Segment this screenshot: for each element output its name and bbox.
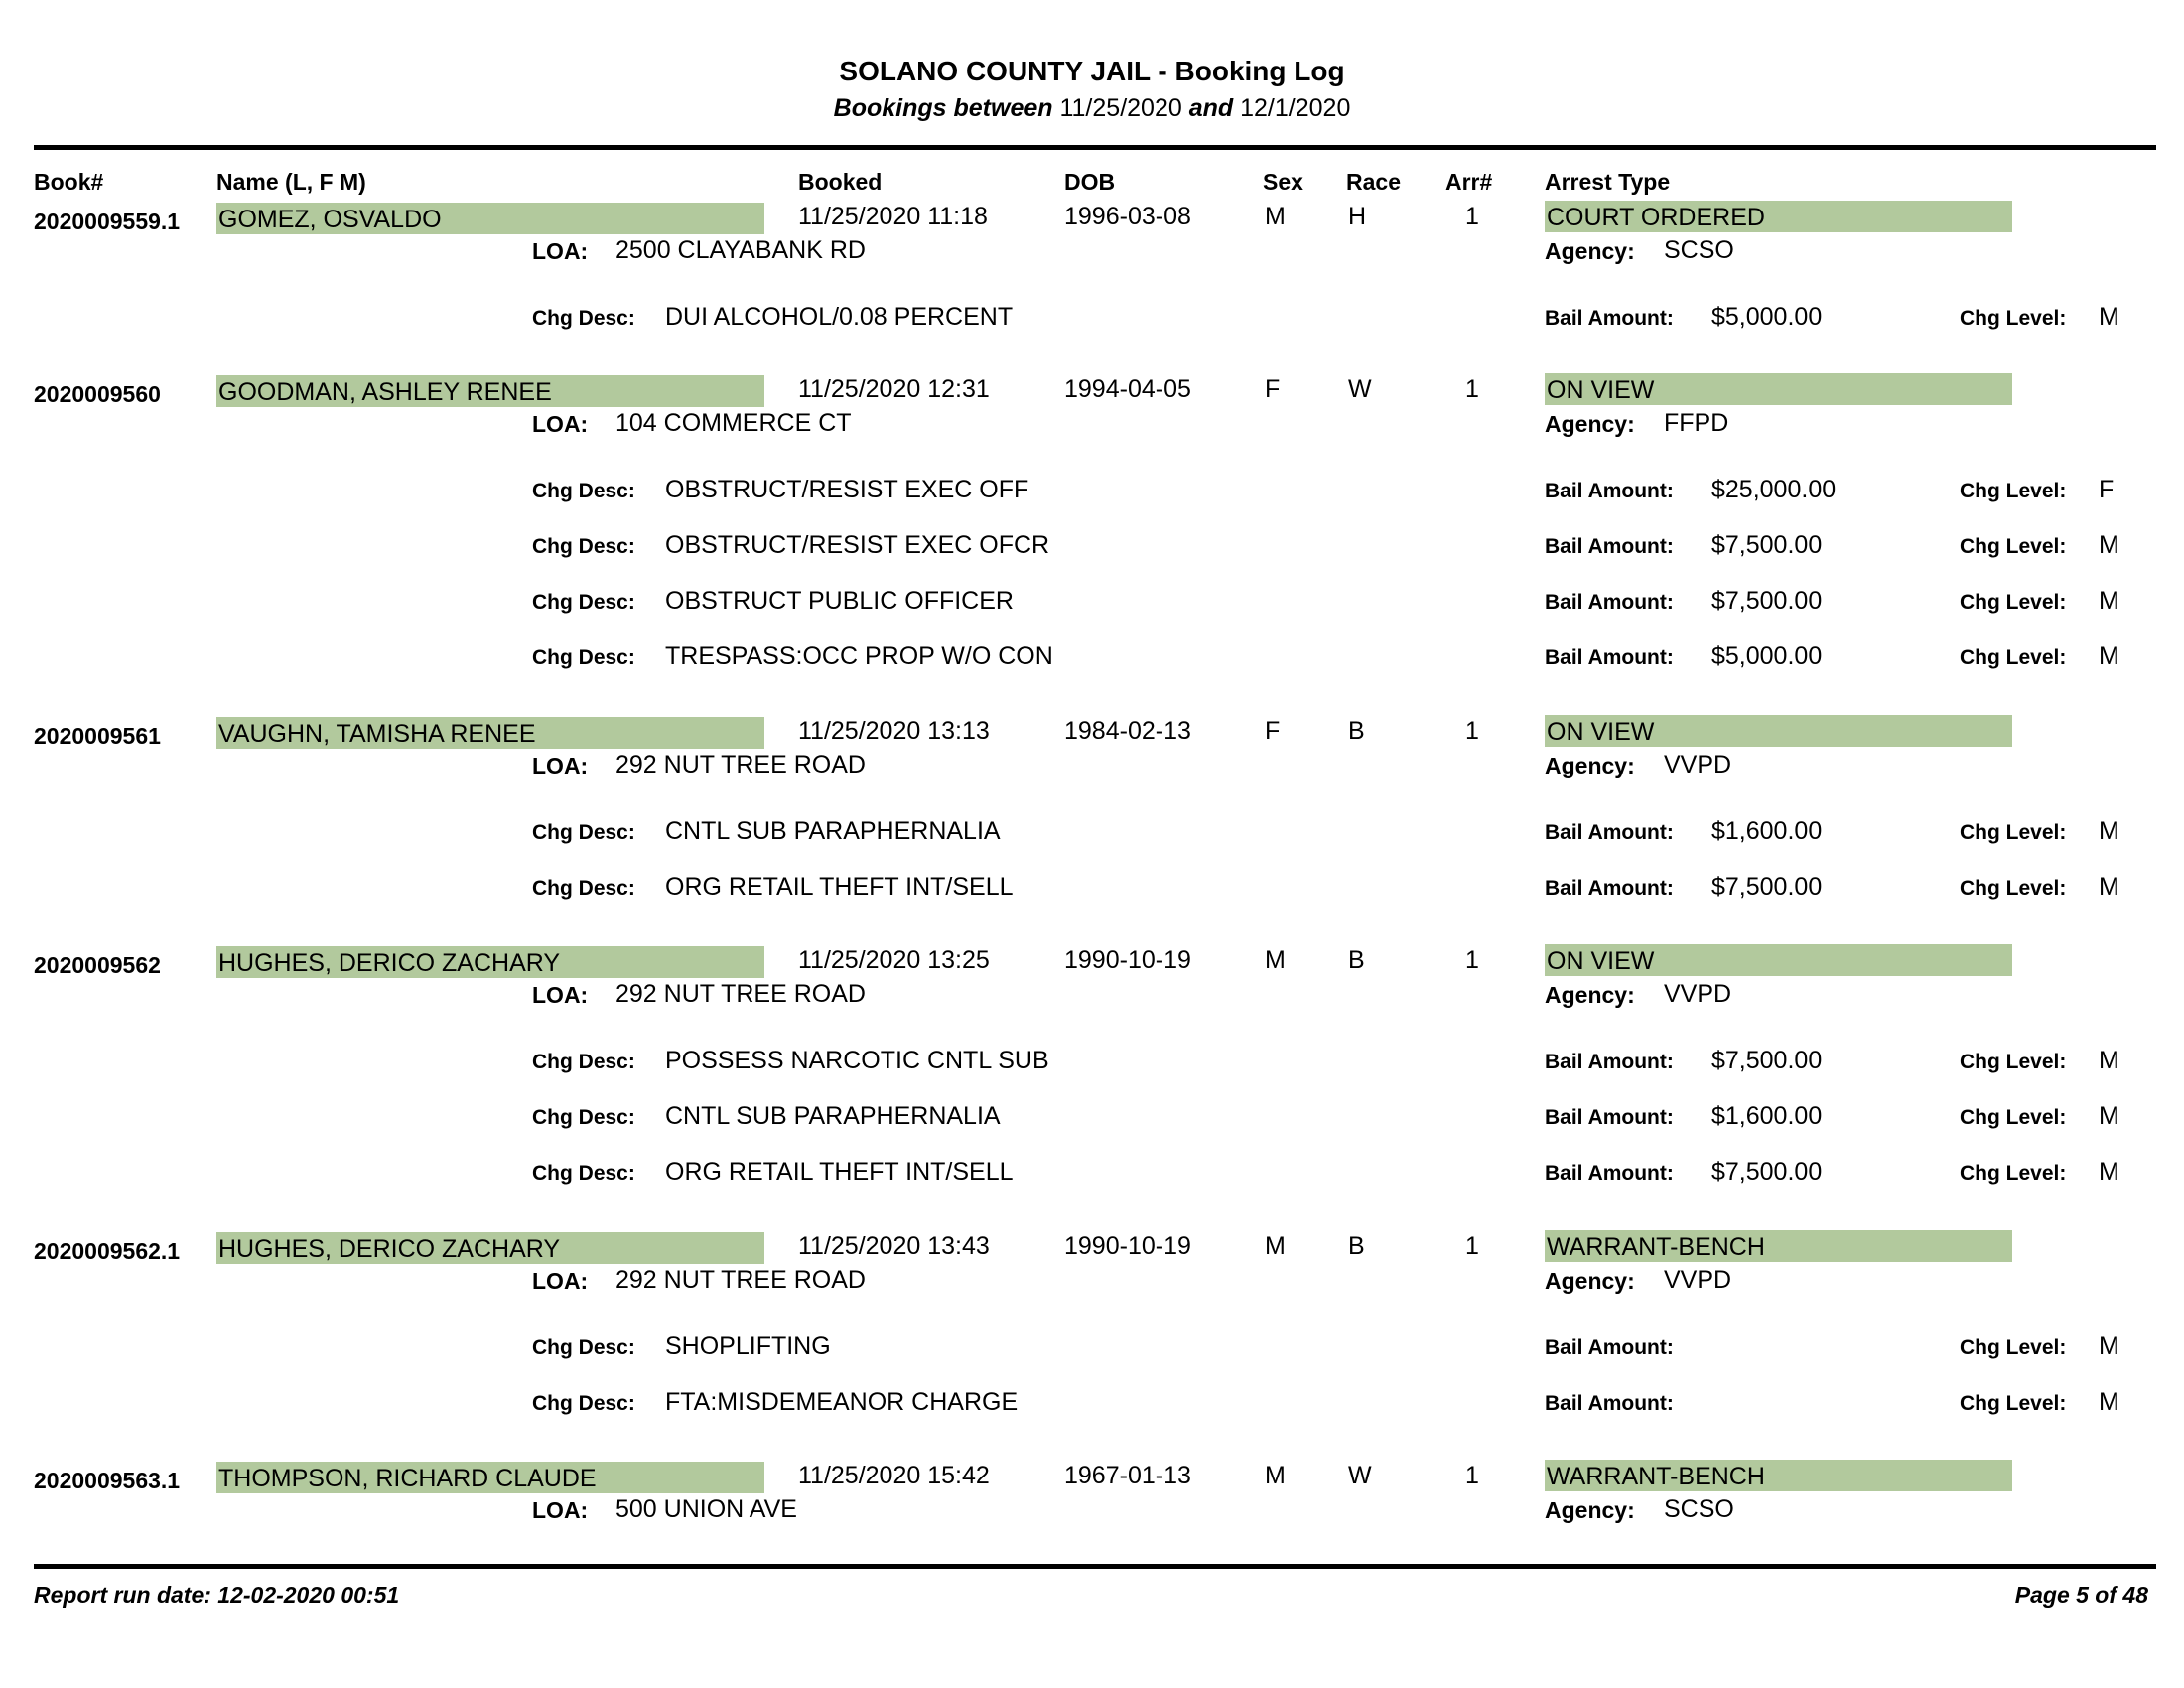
- inmate-name: HUGHES, DERICO ZACHARY: [218, 1235, 561, 1263]
- charge-level-value: M: [2099, 1333, 2119, 1360]
- col-header-dob: DOB: [1064, 169, 1116, 195]
- chg-desc-label: Chg Desc:: [532, 646, 635, 669]
- charge-description: FTA:MISDEMEANOR CHARGE: [665, 1388, 1019, 1416]
- bail-amount-value: $7,500.00: [1711, 531, 1823, 559]
- sex-value: F: [1265, 717, 1281, 745]
- chg-desc-label: Chg Desc:: [532, 821, 635, 844]
- arrest-type: WARRANT-BENCH: [1547, 1233, 1765, 1261]
- charge-level-value: M: [2099, 531, 2119, 559]
- race-value: H: [1348, 203, 1367, 230]
- arrest-type-highlight: [1545, 1460, 2012, 1491]
- bail-amount-label: Bail Amount:: [1545, 1336, 1674, 1359]
- top-divider: [34, 145, 2156, 150]
- arrest-type: COURT ORDERED: [1547, 204, 1765, 231]
- charge-description: POSSESS NARCOTIC CNTL SUB: [665, 1047, 1049, 1074]
- loa-value: 104 COMMERCE CT: [615, 409, 852, 437]
- subtitle-and: and: [1188, 94, 1234, 122]
- chg-level-label: Chg Level:: [1960, 646, 2067, 669]
- loa-value: 292 NUT TREE ROAD: [615, 980, 866, 1008]
- booking-number: 2020009562: [34, 952, 161, 978]
- bail-amount-label: Bail Amount:: [1545, 821, 1674, 844]
- booking-number: 2020009562.1: [34, 1238, 181, 1264]
- arrest-number: 1: [1465, 1462, 1479, 1489]
- bail-amount-value: $5,000.00: [1711, 303, 1823, 331]
- chg-desc-label: Chg Desc:: [532, 1051, 635, 1073]
- booking-number: 2020009561: [34, 723, 161, 749]
- agency-label: Agency:: [1545, 1268, 1635, 1294]
- subtitle-prefix: Bookings between: [833, 94, 1053, 122]
- inmate-name-highlight: [216, 1232, 764, 1264]
- col-header-arrest-type: Arrest Type: [1545, 169, 1671, 195]
- sex-value: M: [1265, 203, 1286, 230]
- charge-description: DUI ALCOHOL/0.08 PERCENT: [665, 303, 1014, 331]
- chg-level-label: Chg Level:: [1960, 307, 2067, 330]
- charge-description: ORG RETAIL THEFT INT/SELL: [665, 1158, 1014, 1186]
- col-header-book: Book#: [34, 169, 104, 195]
- chg-desc-label: Chg Desc:: [532, 480, 635, 502]
- inmate-name-highlight: [216, 717, 764, 749]
- col-header-booked: Booked: [798, 169, 883, 195]
- col-header-race: Race: [1346, 169, 1401, 195]
- bail-amount-label: Bail Amount:: [1545, 1106, 1674, 1129]
- date-of-birth: 1996-03-08: [1064, 203, 1191, 230]
- bail-amount-value: $7,500.00: [1711, 587, 1823, 615]
- chg-level-label: Chg Level:: [1960, 1392, 2067, 1415]
- bail-amount-label: Bail Amount:: [1545, 646, 1674, 669]
- charge-description: OBSTRUCT PUBLIC OFFICER: [665, 587, 1014, 615]
- booking-number: 2020009560: [34, 381, 161, 407]
- chg-desc-label: Chg Desc:: [532, 1392, 635, 1415]
- chg-level-label: Chg Level:: [1960, 591, 2067, 614]
- charge-description: CNTL SUB PARAPHERNALIA: [665, 1102, 1001, 1130]
- arrest-type: ON VIEW: [1547, 718, 1655, 746]
- chg-desc-label: Chg Desc:: [532, 1336, 635, 1359]
- bail-amount-label: Bail Amount:: [1545, 307, 1674, 330]
- charge-description: OBSTRUCT/RESIST EXEC OFCR: [665, 531, 1050, 559]
- charge-level-value: M: [2099, 587, 2119, 615]
- chg-level-label: Chg Level:: [1960, 480, 2067, 502]
- charge-description: SHOPLIFTING: [665, 1333, 831, 1360]
- date-of-birth: 1967-01-13: [1064, 1462, 1191, 1489]
- loa-value: 292 NUT TREE ROAD: [615, 751, 866, 778]
- arrest-type: ON VIEW: [1547, 376, 1655, 404]
- booked-datetime: 11/25/2020 13:43: [798, 1232, 990, 1260]
- arrest-number: 1: [1465, 1232, 1479, 1260]
- sex-value: M: [1265, 946, 1286, 974]
- loa-label: LOA:: [532, 1268, 589, 1294]
- booked-datetime: 11/25/2020 15:42: [798, 1462, 990, 1489]
- page-number: Page 5 of 48: [2014, 1582, 2148, 1608]
- inmate-name: THOMPSON, RICHARD CLAUDE: [218, 1465, 597, 1492]
- arrest-type-highlight: [1545, 373, 2012, 405]
- date-from: 11/25/2020: [1059, 94, 1182, 122]
- race-value: B: [1348, 946, 1365, 974]
- col-header-name: Name (L, F M): [216, 169, 366, 195]
- inmate-name: GOMEZ, OSVALDO: [218, 206, 442, 233]
- sex-value: M: [1265, 1232, 1286, 1260]
- charge-description: ORG RETAIL THEFT INT/SELL: [665, 873, 1014, 901]
- race-value: B: [1348, 717, 1365, 745]
- charge-level-value: M: [2099, 817, 2119, 845]
- report-title: SOLANO COUNTY JAIL - Booking Log: [839, 56, 1345, 86]
- charge-description: CNTL SUB PARAPHERNALIA: [665, 817, 1001, 845]
- chg-level-label: Chg Level:: [1960, 1162, 2067, 1185]
- inmate-name-highlight: [216, 1462, 764, 1493]
- loa-value: 2500 CLAYABANK RD: [615, 236, 866, 264]
- chg-level-label: Chg Level:: [1960, 821, 2067, 844]
- booked-datetime: 11/25/2020 11:18: [798, 203, 988, 230]
- bail-amount-label: Bail Amount:: [1545, 591, 1674, 614]
- loa-label: LOA:: [532, 238, 589, 264]
- agency-value: VVPD: [1664, 751, 1732, 778]
- bail-amount-label: Bail Amount:: [1545, 1392, 1674, 1415]
- date-of-birth: 1990-10-19: [1064, 1232, 1191, 1260]
- bail-amount-label: Bail Amount:: [1545, 1051, 1674, 1073]
- loa-label: LOA:: [532, 982, 589, 1008]
- inmate-name-highlight: [216, 375, 764, 407]
- charge-level-value: M: [2099, 303, 2119, 331]
- agency-label: Agency:: [1545, 411, 1635, 437]
- agency-value: FFPD: [1664, 409, 1729, 437]
- chg-desc-label: Chg Desc:: [532, 591, 635, 614]
- arrest-number: 1: [1465, 203, 1479, 230]
- chg-level-label: Chg Level:: [1960, 1106, 2067, 1129]
- inmate-name: VAUGHN, TAMISHA RENEE: [218, 720, 536, 748]
- chg-desc-label: Chg Desc:: [532, 1106, 635, 1129]
- bail-amount-label: Bail Amount:: [1545, 877, 1674, 900]
- arrest-type-highlight: [1545, 1230, 2012, 1262]
- booked-datetime: 11/25/2020 12:31: [798, 375, 990, 403]
- bail-amount-value: $5,000.00: [1711, 642, 1823, 670]
- chg-level-label: Chg Level:: [1960, 877, 2067, 900]
- booked-datetime: 11/25/2020 13:13: [798, 717, 990, 745]
- report-run-date: Report run date: 12-02-2020 00:51: [34, 1582, 400, 1608]
- race-value: W: [1348, 1462, 1372, 1489]
- bail-amount-value: $25,000.00: [1711, 476, 1837, 503]
- chg-desc-label: Chg Desc:: [532, 877, 635, 900]
- inmate-name: GOODMAN, ASHLEY RENEE: [218, 378, 552, 406]
- agency-label: Agency:: [1545, 238, 1635, 264]
- bail-amount-value: $7,500.00: [1711, 1047, 1823, 1074]
- arrest-number: 1: [1465, 717, 1479, 745]
- inmate-name: HUGHES, DERICO ZACHARY: [218, 949, 561, 977]
- agency-label: Agency:: [1545, 753, 1635, 778]
- race-value: B: [1348, 1232, 1365, 1260]
- loa-label: LOA:: [532, 411, 589, 437]
- agency-label: Agency:: [1545, 982, 1635, 1008]
- inmate-name-highlight: [216, 946, 764, 978]
- bail-amount-label: Bail Amount:: [1545, 535, 1674, 558]
- booking-number: 2020009559.1: [34, 209, 181, 234]
- arrest-type-highlight: [1545, 944, 2012, 976]
- charge-level-value: M: [2099, 1047, 2119, 1074]
- chg-level-label: Chg Level:: [1960, 1051, 2067, 1073]
- charge-level-value: M: [2099, 1388, 2119, 1416]
- bail-amount-value: $7,500.00: [1711, 1158, 1823, 1186]
- sex-value: F: [1265, 375, 1281, 403]
- bail-amount-value: $7,500.00: [1711, 873, 1823, 901]
- agency-value: SCSO: [1664, 1495, 1734, 1523]
- charge-level-value: M: [2099, 642, 2119, 670]
- agency-value: VVPD: [1664, 980, 1732, 1008]
- report-subtitle: [0, 94, 2184, 123]
- charge-level-value: F: [2099, 476, 2115, 503]
- date-to: 12/1/2020: [1240, 94, 1351, 122]
- charge-level-value: M: [2099, 1158, 2119, 1186]
- col-header-arr: Arr#: [1445, 169, 1493, 195]
- arrest-number: 1: [1465, 375, 1479, 403]
- arrest-type-highlight: [1545, 201, 2012, 232]
- charge-level-value: M: [2099, 1102, 2119, 1130]
- arrest-type: WARRANT-BENCH: [1547, 1463, 1765, 1490]
- arrest-number: 1: [1465, 946, 1479, 974]
- charge-level-value: M: [2099, 873, 2119, 901]
- date-of-birth: 1984-02-13: [1064, 717, 1191, 745]
- date-of-birth: 1994-04-05: [1064, 375, 1191, 403]
- chg-desc-label: Chg Desc:: [532, 307, 635, 330]
- bail-amount-value: $1,600.00: [1711, 1102, 1823, 1130]
- chg-level-label: Chg Level:: [1960, 1336, 2067, 1359]
- bail-amount-value: $1,600.00: [1711, 817, 1823, 845]
- agency-value: SCSO: [1664, 236, 1734, 264]
- charge-description: OBSTRUCT/RESIST EXEC OFF: [665, 476, 1029, 503]
- chg-level-label: Chg Level:: [1960, 535, 2067, 558]
- race-value: W: [1348, 375, 1372, 403]
- date-of-birth: 1990-10-19: [1064, 946, 1191, 974]
- agency-value: VVPD: [1664, 1266, 1732, 1294]
- bottom-divider: [34, 1564, 2156, 1569]
- chg-desc-label: Chg Desc:: [532, 535, 635, 558]
- col-header-sex: Sex: [1263, 169, 1303, 195]
- loa-label: LOA:: [532, 1497, 589, 1523]
- loa-value: 292 NUT TREE ROAD: [615, 1266, 866, 1294]
- sex-value: M: [1265, 1462, 1286, 1489]
- inmate-name-highlight: [216, 203, 764, 234]
- bail-amount-label: Bail Amount:: [1545, 1162, 1674, 1185]
- loa-value: 500 UNION AVE: [615, 1495, 797, 1523]
- agency-label: Agency:: [1545, 1497, 1635, 1523]
- loa-label: LOA:: [532, 753, 589, 778]
- charge-description: TRESPASS:OCC PROP W/O CON: [665, 642, 1053, 670]
- chg-desc-label: Chg Desc:: [532, 1162, 635, 1185]
- booked-datetime: 11/25/2020 13:25: [798, 946, 990, 974]
- arrest-type: ON VIEW: [1547, 947, 1655, 975]
- booking-number: 2020009563.1: [34, 1468, 181, 1493]
- bail-amount-label: Bail Amount:: [1545, 480, 1674, 502]
- arrest-type-highlight: [1545, 715, 2012, 747]
